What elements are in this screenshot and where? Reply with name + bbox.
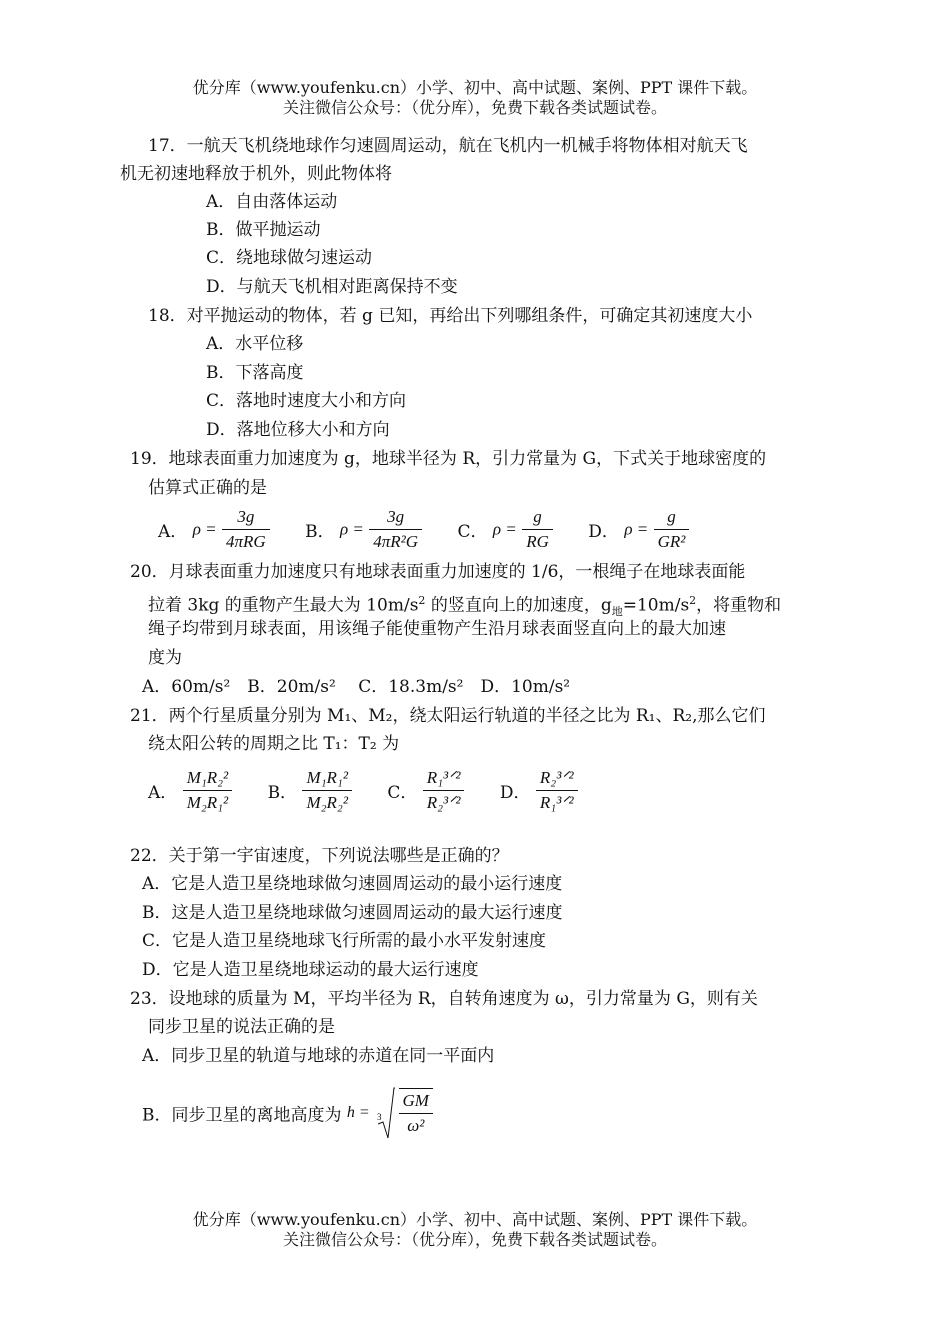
q22-option-b: B．这是人造卫星绕地球做匀速圆周运动的最大运行速度 xyxy=(142,903,563,923)
fraction: $\frac{GM}{\text{ω²}}$ xyxy=(399,1088,433,1138)
q20-options: A．60m/s² B．20m/s² C．18.3m/s² D．10m/s² xyxy=(142,677,571,697)
q20-stem-2: 拉着 3kg 的重物产生最大为 $10m/s^2$ 的竖直向上的加速度，$g_地=10m/s^2$，将重物和 xyxy=(148,594,782,619)
q17-stem-1: 17．一航天飞机绕地球作匀速圆周运动，航在飞机内一机械手将物体相对航天飞 xyxy=(148,136,748,156)
q22-option-d: D．它是人造卫星绕地球运动的最大运行速度 xyxy=(142,960,479,980)
fraction: $\frac{3g}{\text{4πR²G}}$ xyxy=(369,505,422,554)
footer-line-1: 优分库（www.youfenku.cn）小学、初中、高中试题、案例、PPT 课件下载。 xyxy=(192,1210,758,1229)
q23-stem-2: 同步卫星的说法正确的是 xyxy=(148,1017,335,1037)
q23-option-b xyxy=(142,1086,433,1140)
q23-option-b-label: B．同步卫星的离地高度为 xyxy=(142,1105,342,1126)
q21-option-a: A． $\frac{\text{M₁R₂²}}{\text{M₂R₁²}}$ xyxy=(148,766,232,815)
header-line-2: 关注微信公众号：（优分库），免费下载各类试题试卷。 xyxy=(282,98,667,117)
rho-lhs: ρ = xyxy=(492,519,517,539)
q17-option-d: D．与航天飞机相对距离保持不变 xyxy=(206,277,458,297)
rho-lhs: ρ = xyxy=(624,519,649,539)
q18-stem: 18．对平抛运动的物体，若 g 已知，再给出下列哪组条件，可确定其初速度大小 xyxy=(148,306,753,326)
q21-option-c: C． $\frac{\text{R₁³ᐟ²}}{\text{R₂³ᐟ²}}$ xyxy=(387,766,464,815)
q19-option-b: B． ρ = $\frac{3g}{\text{4πR²G}}$ xyxy=(305,505,422,554)
q17-stem-2: 机无初速地释放于机外，则此物体将 xyxy=(120,164,392,184)
rho-lhs: ρ = xyxy=(192,519,217,539)
q19-stem-1: 19．地球表面重力加速度为 g，地球半径为 R，引力常量为 G，下式关于地球密度的 xyxy=(130,449,767,469)
q18-option-c: C．落地时速度大小和方向 xyxy=(206,391,407,411)
q19-option-c: C． ρ = $\frac{g}{RG}$ xyxy=(457,505,552,554)
fraction: $\frac{\text{R₂³ᐟ²}}{\text{R₁³ᐟ²}}$ xyxy=(536,766,578,815)
q20-stem-3: 绳子均带到月球表面，用该绳子能使重物产生沿月球表面竖直向上的最大加速 xyxy=(148,619,726,639)
q21-stem-2: 绕太阳公转的周期之比 T₁：T₂ 为 xyxy=(148,734,400,754)
fraction: $\frac{\text{M₁R₁²}}{\text{M₂R₂²}}$ xyxy=(302,766,351,815)
radical-sign-icon xyxy=(375,1086,395,1140)
fraction: $\frac{\text{M₁R₂²}}{\text{M₂R₁²}}$ xyxy=(183,766,232,815)
q22-option-a: A．它是人造卫星绕地球做匀速圆周运动的最小运行速度 xyxy=(142,874,563,894)
h-lhs: h = xyxy=(346,1104,370,1121)
q20-stem-4: 度为 xyxy=(148,648,182,668)
rho-lhs: ρ = xyxy=(339,519,364,539)
q19-option-d: D． ρ = $\frac{g}{\text{GR²}}$ xyxy=(588,505,689,554)
q23-stem-1: 23．设地球的质量为 M，平均半径为 R，自转角速度为 ω，引力常量为 G，则有关 xyxy=(130,989,758,1009)
fraction: $\frac{3g}{\text{4πRG}}$ xyxy=(222,505,270,554)
q19-options xyxy=(158,505,719,554)
q19-option-a: A． ρ = $\frac{3g}{\text{4πRG}}$ xyxy=(158,505,270,554)
q17-option-b: B．做平抛运动 xyxy=(206,220,321,240)
fraction: $\frac{\text{R₁³ᐟ²}}{\text{R₂³ᐟ²}}$ xyxy=(423,766,465,815)
svg-text:3: 3 xyxy=(377,1112,382,1122)
q22-option-c: C．它是人造卫星绕地球飞行所需的最小水平发射速度 xyxy=(142,931,547,951)
q17-option-a: A．自由落体运动 xyxy=(206,192,338,212)
page-footer xyxy=(0,1210,950,1250)
q21-stem-1: 21．两个行星质量分别为 M₁、M₂，绕太阳运行轨道的半径之比为 R₁、R₂,那么它们 xyxy=(130,706,766,726)
header-line-1: 优分库（www.youfenku.cn）小学、初中、高中试题、案例、PPT 课件下载。 xyxy=(192,78,758,97)
q23-option-a: A．同步卫星的轨道与地球的赤道在同一平面内 xyxy=(142,1046,495,1066)
q21-option-b: B． $\frac{\text{M₁R₁²}}{\text{M₂R₂²}}$ xyxy=(268,766,352,815)
q18-option-b: B．下落高度 xyxy=(206,363,304,383)
q19-stem-2: 估算式正确的是 xyxy=(148,478,267,498)
q22-stem: 22．关于第一宇宙速度，下列说法哪些是正确的？ xyxy=(130,846,509,866)
q18-option-d: D．落地位移大小和方向 xyxy=(206,420,390,440)
fraction: $\frac{g}{RG}$ xyxy=(522,505,553,554)
footer-line-2: 关注微信公众号：（优分库），免费下载各类试题试卷。 xyxy=(282,1230,667,1249)
fraction: $\frac{g}{\text{GR²}}$ xyxy=(654,505,690,554)
q20-stem-1: 20．月球表面重力加速度只有地球表面重力加速度的 1/6，一根绳子在地球表面能 xyxy=(130,562,746,582)
page-header xyxy=(0,78,950,118)
q18-option-a: A．水平位移 xyxy=(206,334,304,354)
q21-options xyxy=(148,766,608,815)
q21-option-d: D． $\frac{\text{R₂³ᐟ²}}{\text{R₁³ᐟ²}}$ xyxy=(500,766,578,815)
q17-option-c: C．绕地球做匀速运动 xyxy=(206,248,373,268)
cube-root xyxy=(375,1086,433,1140)
